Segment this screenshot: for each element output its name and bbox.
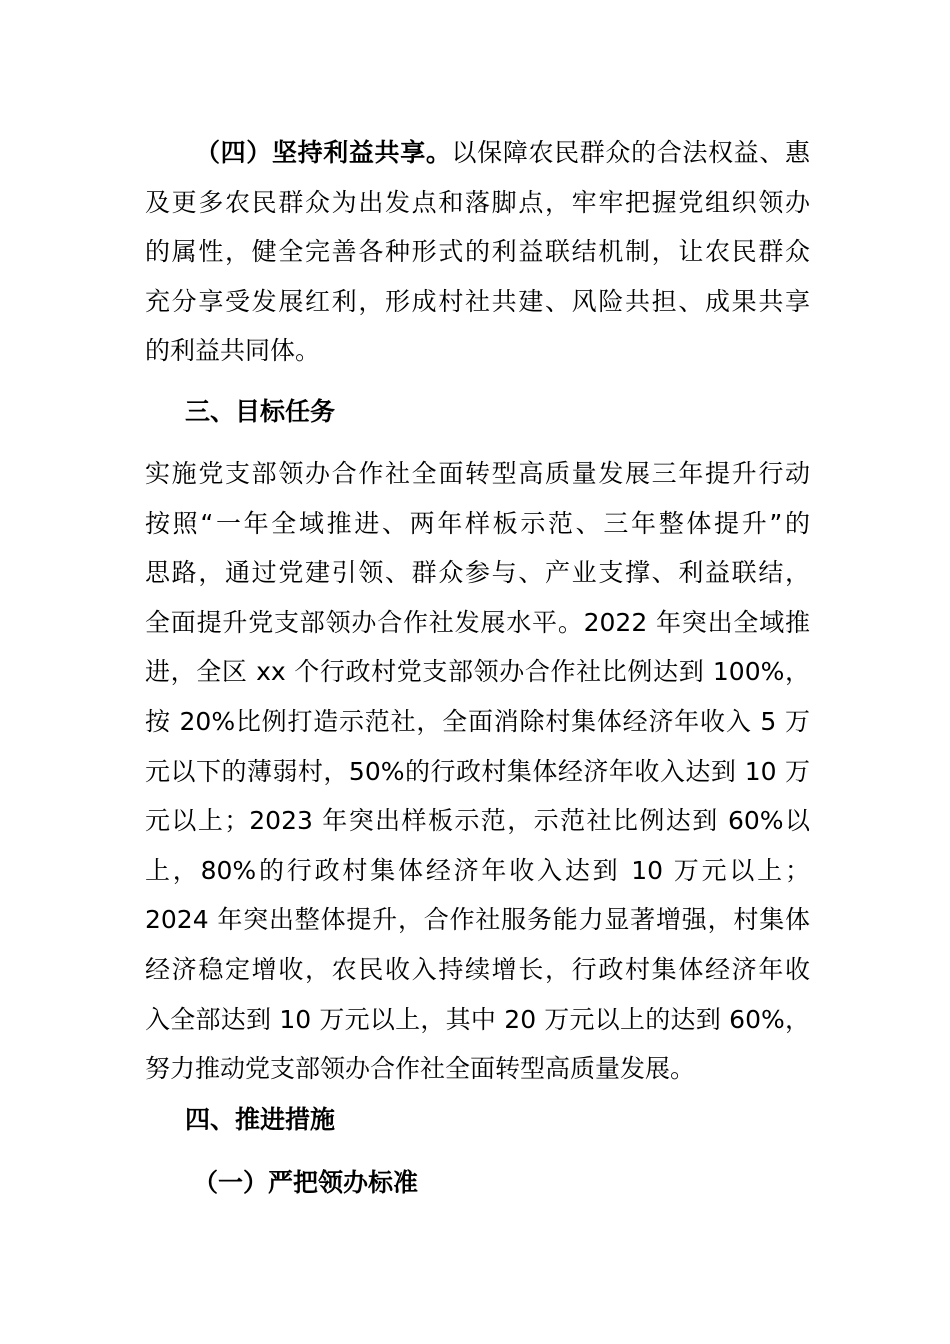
paragraph-line: 及更多农民群众为出发点和落脚点，牢牢把握党组织领办 bbox=[145, 187, 810, 217]
paragraph-line: 实施党支部领办合作社全面转型高质量发展三年提升行动 bbox=[145, 459, 810, 488]
paragraph-line: 2024 年突出整体提升，合作社服务能力显著增强，村集体 bbox=[145, 905, 810, 935]
section-heading-goals: 三、目标任务 bbox=[185, 397, 336, 426]
paragraph-line: 的属性，健全完善各种形式的利益联结机制，让农民群众 bbox=[145, 237, 810, 267]
paragraph-line: 入全部达到 10 万元以上，其中 20 万元以上的达到 60%， bbox=[145, 1004, 810, 1034]
paragraph-line: 的利益共同体。 bbox=[145, 336, 321, 366]
subsection-heading-standards: （一）严把领办标准 bbox=[193, 1168, 419, 1197]
paragraph-goals bbox=[145, 449, 810, 1094]
paragraph-line: 按 20%比例打造示范社，全面消除村集体经济年收入 5 万 bbox=[145, 706, 810, 736]
paragraph-line: 思路，通过党建引领、群众参与、产业支撑、利益联结， bbox=[145, 558, 810, 588]
paragraph-text: 以保障农民群众的合法权益、惠 bbox=[451, 138, 810, 167]
paragraph-line: 元以下的薄弱村，50%的行政村集体经济年收入达到 10 万 bbox=[145, 756, 810, 786]
paragraph-line: 充分享受发展红利，形成村社共建、风险共担、成果共享 bbox=[145, 286, 810, 316]
paragraph-line: 元以上；2023 年突出样板示范，示范社比例达到 60%以 bbox=[145, 806, 810, 836]
paragraph-line: 进，全区 xx 个行政村党支部领办合作社比例达到 100%， bbox=[145, 657, 810, 687]
paragraph-line: 按照“一年全域推进、两年样板示范、三年整体提升”的 bbox=[145, 508, 810, 538]
paragraph-shared-benefits bbox=[145, 128, 810, 376]
paragraph-line bbox=[145, 128, 810, 178]
paragraph-line: 努力推动党支部领办合作社全面转型高质量发展。 bbox=[145, 1054, 696, 1084]
paragraph-line: 全面提升党支部领办合作社发展水平。2022 年突出全域推 bbox=[145, 607, 810, 637]
paragraph-line: 上，80%的行政村集体经济年收入达到 10 万元以上； bbox=[145, 855, 810, 885]
section-heading-measures: 四、推进措施 bbox=[185, 1105, 336, 1134]
principle-title: （四）坚持利益共享。 bbox=[195, 138, 452, 167]
paragraph-line: 经济稳定增收，农民收入持续增长，行政村集体经济年收 bbox=[145, 954, 810, 984]
